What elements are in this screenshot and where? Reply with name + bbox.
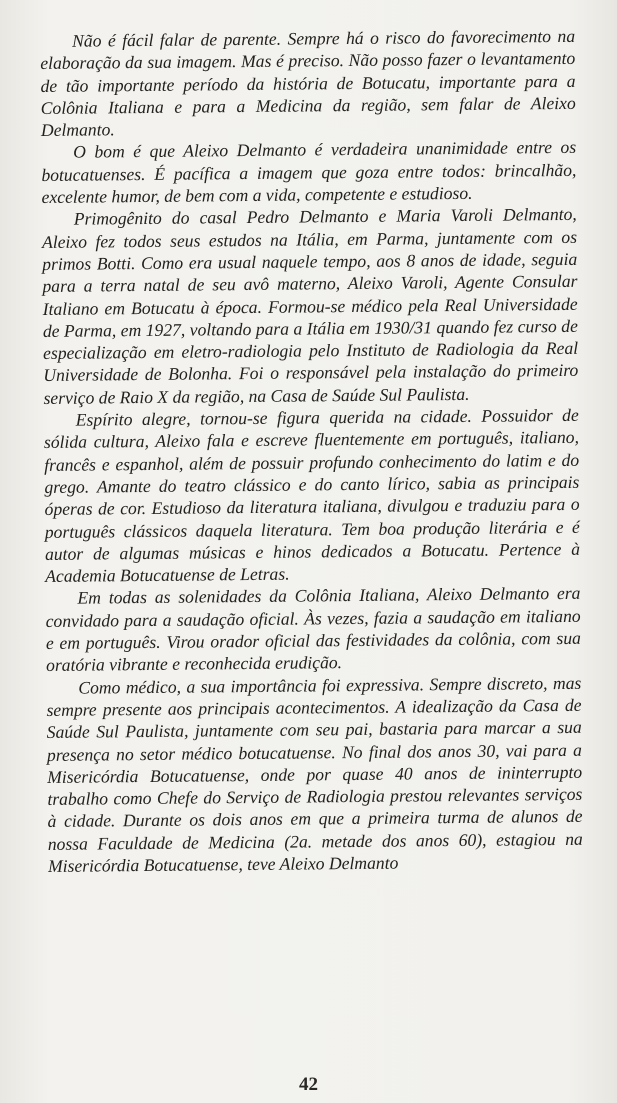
paragraph-2: O bom é que Aleixo Delmanto é verdadeira unanimidade entre os botucatuenses. É pacífica a imagem que goza entre todos: brincalhão, excelente humor, de bem com a vida, competente e estudioso. <box>41 137 577 208</box>
paragraph-4: Espírito alegre, tornou-se figura querida na cidade. Possuidor de sólida cultura, Aleixo fala e escreve fluentemente em português, italiano, francês e espanhol, além de possuir profundo conhecimento do latim e do grego. Amante do teatro clássico e do canto lírico, sabia as principais óperas de cor. Estudioso da literatura italiana, divulgou e traduziu para o português clássicos daquela literatura. Tem boa produção literária e é autor de algumas músicas e hinos dedicados a Botucatu. Pertence à Academia Botucatuense de Letras. <box>43 404 581 587</box>
paragraph-5: Em todas as solenidades da Colônia Italiana, Aleixo Delmanto era convidado para a saudação oficial. Às vezes, fazia a saudação em italiano e em português. Virou orador oficial das festividades da colônia, com sua oratória vibrante e reconhecida erudição. <box>45 583 581 676</box>
page-number: 42 <box>299 1074 318 1095</box>
body-text <box>40 25 583 877</box>
paragraph-3: Primogênito do casal Pedro Delmanto e Maria Varoli Delmanto, Aleixo fez todos seus estudos na Itália, em Parma, juntamente com os primos Botti. Como era usual naquele tempo, aos 8 anos de idade, seguia para a terra natal de seu avô materno, Aleixo Varoli, Agente Consular Italiano em Botucatu à época. Formou-se médico pela Real Universidade de Parma, em 1927, voltando para a Itália em 1930/31 quando fez curso de especialização em eletro-radiologia pelo Instituto de Radiologia da Real Universidade de Bolonha. Foi o responsável pela instalação do primeiro serviço de Raio X da região, na Casa de Saúde Sul Paulista. <box>41 204 579 408</box>
paragraph-6: Como médico, a sua importância foi expressiva. Sempre discreto, mas sempre presente aos principais acontecimentos. A idealização da Casa de Saúde Sul Paulista, juntamente com seu pai, bastaria para marcar a sua presença no setor médico botucatuense. No final dos anos 30, vai para a Misericórdia Botucatuense, onde por quase 40 anos de ininterrupto trabalho como Chefe do Serviço de Radiologia prestou relevantes serviços à cidade. Durante os dois anos em que a primeira turma de alunos de nossa Faculdade de Medicina (2a. metade dos anos 60), estagiou na Misericórdia Botucatuense, teve Aleixo Delmanto <box>46 672 583 876</box>
paragraph-1: Não é fácil falar de parente. Sempre há o risco do favorecimento na elaboração da sua imagem. Mas é preciso. Não posso fazer o levantamento de tão importante período da história de Botucatu, importante para a Colônia Italiana e para a Medicina da região, sem falar de Aleixo Delmanto. <box>40 25 576 141</box>
